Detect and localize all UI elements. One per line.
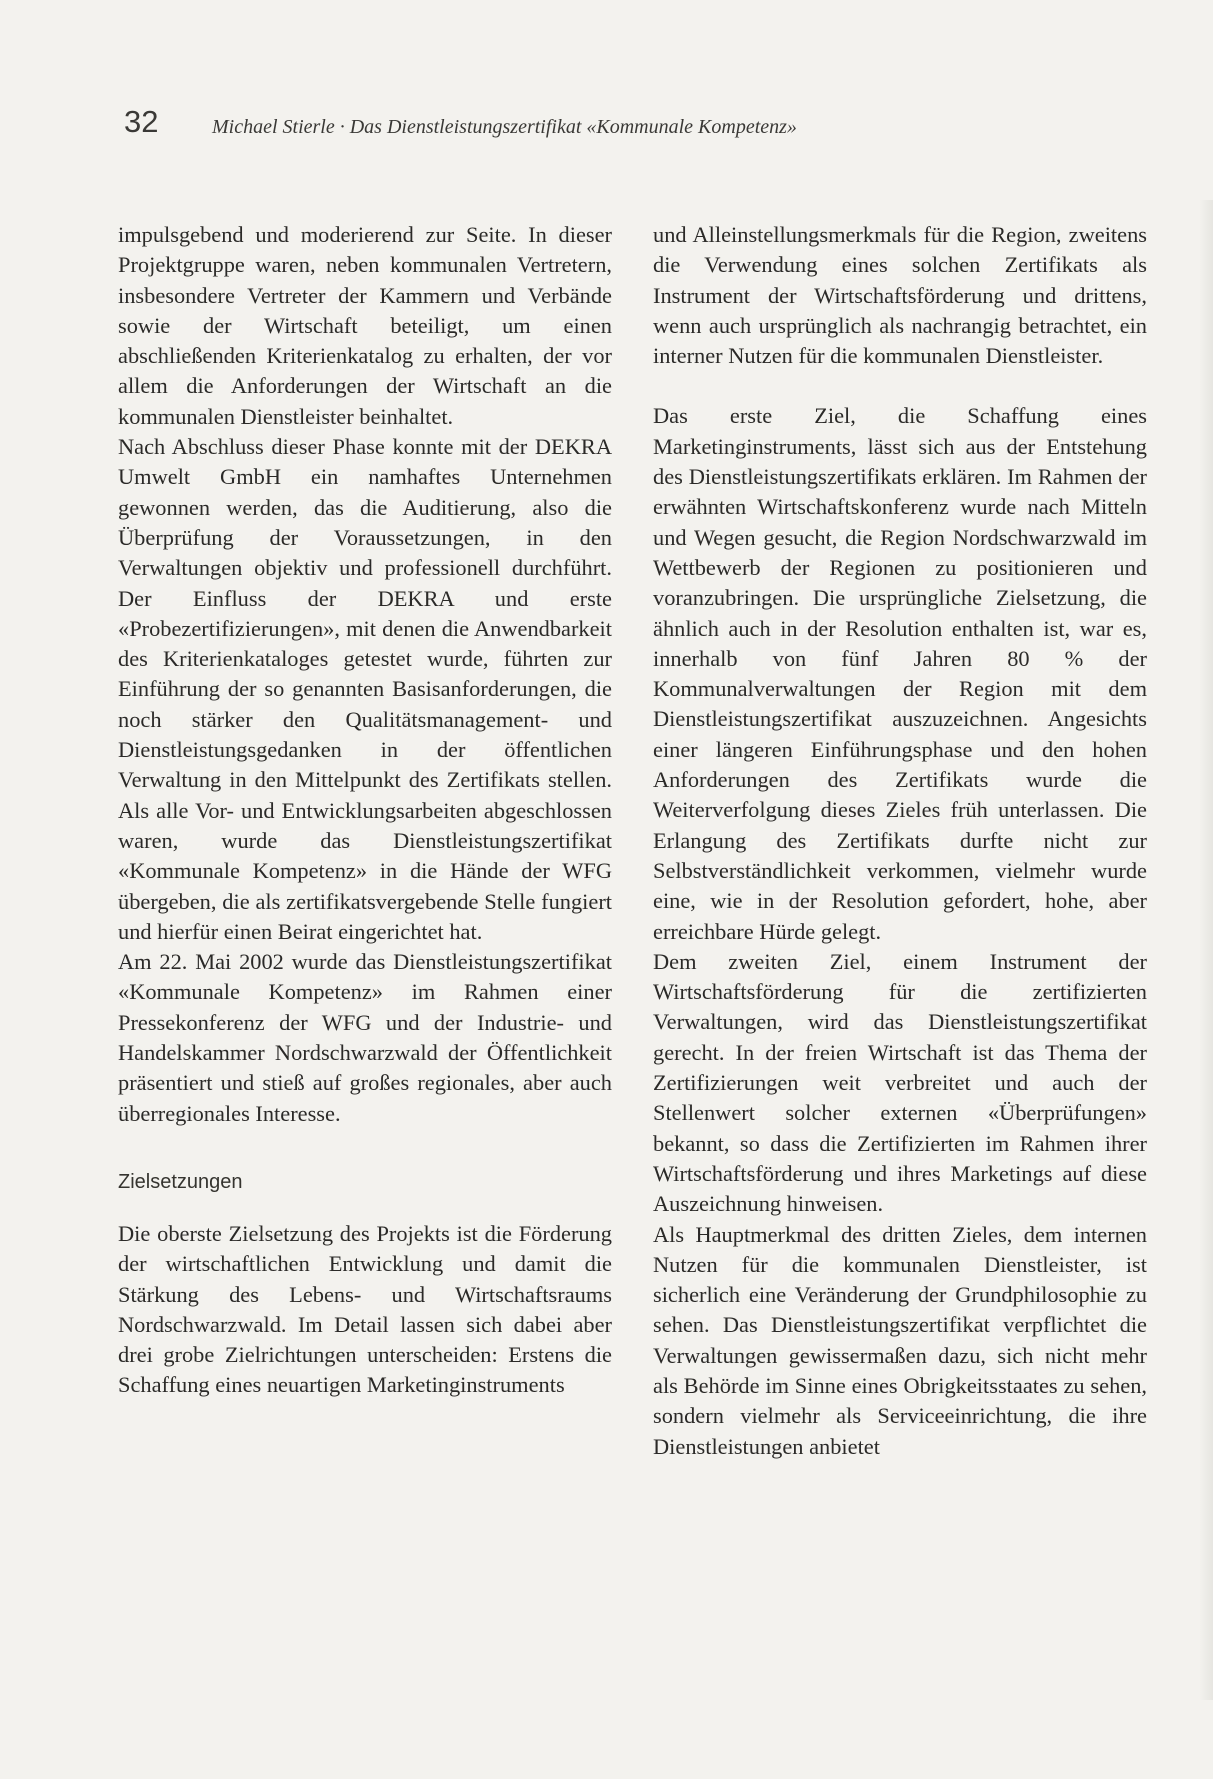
right-paragraph-2: Das erste Ziel, die Schaffung eines Marketinginstruments, lässt sich aus der Entstehung des Dienstleistungszertifikats erklären. Im Rahmen der erwähnten Wirtschaftskonferenz wurde nach Mitteln und Wegen gesucht, die Region Nordschwarzwald im Wettbewerb der Regionen zu positionieren und voranzubringen. Die ursprüngliche Zielsetzung, die ähnlich auch in der Resolution enthalten ist, war es, innerhalb von fünf Jahren 80 % der Kommunalverwaltungen der Region mit dem Dienstleistungszertifikat auszuzeichnen. Angesichts einer längeren Einführungsphase und den hohen Anforderungen des Zertifikats wurde die Weiterverfolgung dieses Zieles früh unterlassen. Die Erlangung des Zertifikats durfte nicht zur Selbstverständlichkeit verkommen, vielmehr wurde eine, wie in der Resolution gefordert, hohe, aber erreichbare Hürde gelegt. bbox=[653, 403, 1147, 944]
left-paragraph-1: impulsgebend und moderierend zur Seite. In dieser Projektgruppe waren, neben kommunalen Vertretern, insbesondere Vertreter der Kammern und Verbände sowie der Wirtschaft beteiligt, um einen abschließenden Kriterienkatalog zu erhalten, der vor allem die Anforderungen der Wirtschaft an die kommunalen Dienstleister beinhaltet. bbox=[118, 222, 612, 429]
left-paragraph-3: Am 22. Mai 2002 wurde das Dienstleistungszertifikat «Kommunale Kompetenz» im Rahmen einer Pressekonferenz der WFG und der Industrie- und Handelskammer Nordschwarzwald der Öffentlichkeit präsentiert und stieß auf großes regionales, aber auch überregionales Interesse. bbox=[118, 949, 612, 1126]
paragraph-gap bbox=[653, 371, 1147, 401]
right-paragraph-3: Dem zweiten Ziel, einem Instrument der Wirtschaftsförderung für die zertifizierten Verwaltungen, wird das Dienstleistungszertifikat gerecht. In der freien Wirtschaft ist das Thema der Zertifizierungen weit verbreitet und auch der Stellenwert solcher externen «Überprüfungen» bekannt, so dass die Zertifizierten im Rahmen ihrer Wirtschaftsförderung und ihres Marketings auf diese Auszeichnung hinweisen. bbox=[653, 948, 1147, 1217]
left-column bbox=[118, 220, 612, 1401]
right-column bbox=[653, 220, 1147, 1462]
right-paragraph-1: und Alleinstellungsmerkmals für die Region, zweitens die Verwendung eines solchen Zertifikats als Instrument der Wirtschaftsförderung und drittens, wenn auch ursprünglich als nachrangig betrachtet, ein interner Nutzen für die kommunalen Dienstleister. bbox=[653, 222, 1147, 369]
page-number: 32 bbox=[124, 104, 159, 139]
left-paragraph-2: Nach Abschluss dieser Phase konnte mit der DEKRA Umwelt GmbH ein namhaftes Unternehmen gewonnen werden, das die Auditierung, also die Überprüfung der Voraussetzungen, in den Verwaltungen objektiv und professionell durchführt. Der Einfluss der DEKRA und erste «Probezertifizierungen», mit denen die Anwendbarkeit des Kriterienkataloges getestet wurde, führten zur Einführung der so genannten Basisanforderungen, die noch stärker den Qualitätsmanagement- und Dienstleistungsgedanken in der öffentlichen Verwaltung in den Mittelpunkt des Zertifikats stellen. Als alle Vor- und Entwicklungsarbeiten abgeschlossen waren, wurde das Dienstleistungszertifikat «Kommunale Kompetenz» in die Hände der WFG übergeben, die als zertifikatsvergebende Stelle fungiert und hierfür einen Beirat eingerichtet hat. bbox=[118, 434, 612, 944]
page-edge-shadow bbox=[1199, 200, 1213, 1700]
running-title: Michael Stierle · Das Dienstleistungszertifikat «Kommunale Kompetenz» bbox=[212, 116, 797, 138]
right-paragraph-4: Als Hauptmerkmal des dritten Zieles, dem internen Nutzen für die kommunalen Dienstleister, ist sicherlich eine Veränderung der Grundphilosophie zu sehen. Das Dienstleistungszertifikat verpflichtet die Verwaltungen gewissermaßen dazu, sich nicht mehr als Behörde im Sinne eines Obrigkeitsstaates zu sehen, sondern vielmehr als Serviceeinrichtung, die ihre Dienstleistungen anbietet bbox=[653, 1221, 1147, 1459]
left-paragraph-4: Die oberste Zielsetzung des Projekts ist die Förderung der wirtschaftlichen Entwicklung und damit die Stärkung des Lebens- und Wirtschaftsraums Nordschwarzwald. Im Detail lassen sich dabei aber drei grobe Zielrichtungen unterscheiden: Erstens die Schaffung eines neuartigen Marketinginstruments bbox=[118, 1220, 612, 1398]
section-heading: Zielsetzungen bbox=[118, 1170, 243, 1193]
running-header bbox=[124, 104, 1153, 144]
